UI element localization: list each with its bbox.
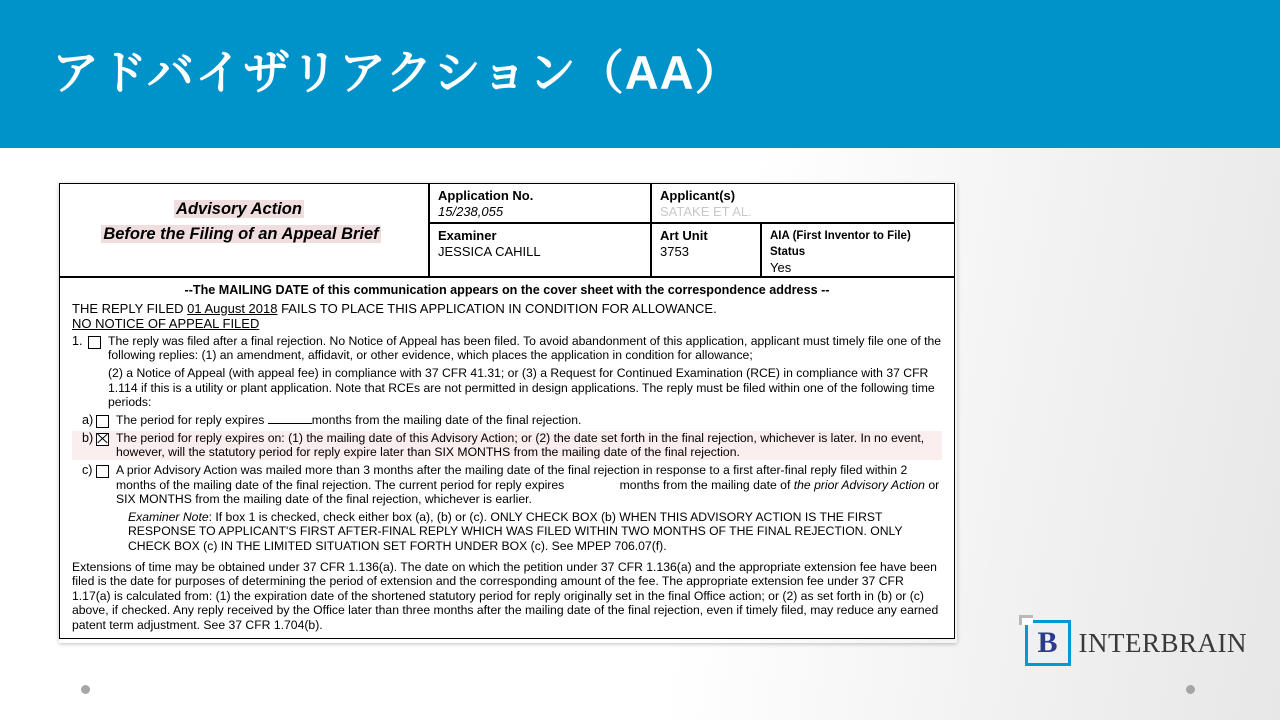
advisory-title-cell — [60, 184, 430, 276]
examiner-value: JESSICA CAHILL — [438, 244, 541, 259]
document-header-fields — [430, 184, 954, 276]
art-unit-cell — [652, 224, 762, 278]
item-1 — [72, 334, 942, 410]
mailing-date-notice: --The MAILING DATE of this communication appears on the cover sheet with the correspondence address -- — [184, 283, 830, 297]
item-1-paragraph-2: (2) a Notice of Appeal (with appeal fee) in compliance with 37 CFR 41.31; or (3) a Request for Continued Examination (RCE) in compliance with 37 CFR 1.114 if this is a utility or plant application. Note that RCEs are not permitted in design applications. The reply must be filed within one of the following time periods: — [108, 365, 935, 410]
aia-status-cell — [762, 224, 954, 278]
option-b-checkbox[interactable] — [96, 433, 109, 446]
item-1-text: The reply was filed after a final rejection. No Notice of Appeal has been filed. To avoid abandonment of this application, applicant must timely file one of the following replies: (1) an amendment, affidavit, or other evidence, which places the application in condition for allowance; — [108, 333, 942, 363]
interbrain-logo — [1025, 620, 1248, 666]
header-row-examiner — [430, 224, 954, 278]
applicant-label: Applicant(s) — [660, 188, 736, 203]
option-c-checkbox[interactable] — [96, 465, 109, 478]
option-b-letter: b) — [82, 430, 94, 445]
page-title: アドバイザリアクション（AA） — [52, 46, 743, 99]
option-a-text-after: months from the mailing date of the final rejection. — [311, 412, 582, 427]
document-header-table — [60, 184, 954, 278]
option-c-row — [72, 463, 942, 507]
logo-mark-letter: B — [1037, 626, 1058, 659]
option-b-text: The period for reply expires on: (1) the mailing date of this Advisory Action; or (2) the date set forth in the final rejection, whichever is later. In no event, however, will the statutory period for reply expire later than SIX MONTHS from the mailing date of the final rejection. — [116, 430, 925, 460]
decorative-dot-right — [1186, 685, 1195, 694]
logo-text: INTERBRAIN — [1078, 627, 1247, 658]
document-body — [60, 278, 954, 632]
aia-status-label: AIA (First Inventor to File) Status — [770, 230, 911, 258]
examiner-cell — [430, 224, 652, 278]
option-a-text — [116, 413, 942, 428]
option-b-row — [72, 431, 942, 460]
option-a-blank-field[interactable] — [268, 423, 312, 424]
extensions-of-time-paragraph: Extensions of time may be obtained under 37 CFR 1.136(a). The date on which the petition under 37 CFR 1.136(a) and the appropriate extension fee have been filed is the date for purposes of determining the period of extension and the corresponding amount of the fee. The appropriate extension fee under 37 CFR 1.17(a) is calculated from: (1) the expiration date of the shortened statutory period for reply originally set in the final Office action; or (2) as set forth in (b) or (c) above, if checked. Any reply received by the Office later than three months after the mailing date of the final rejection, even if timely filed, may reduce any earned patent term adjustment. See 37 CFR 1.704(b). — [72, 559, 939, 632]
advisory-action-title — [60, 200, 418, 219]
logo-mark-icon — [1025, 620, 1071, 666]
option-c-text-part2: months from the mailing date of — [619, 477, 791, 492]
header-row-application — [430, 184, 954, 224]
examiner-note-label: Examiner Note — [128, 509, 209, 524]
reply-prefix: THE REPLY FILED — [72, 300, 188, 316]
art-unit-value: 3753 — [660, 244, 689, 259]
applicant-value: SATAKE ET AL. — [660, 204, 752, 219]
examiner-label: Examiner — [438, 228, 497, 243]
art-unit-label: Art Unit — [660, 228, 708, 243]
application-no-cell — [430, 184, 652, 222]
examiner-note — [128, 510, 942, 554]
option-a-letter: a) — [82, 412, 94, 427]
option-a-text-before: The period for reply expires — [116, 412, 268, 427]
item-1-number: 1. — [72, 333, 83, 348]
slide-header — [0, 0, 1280, 148]
aia-status-value: Yes — [770, 260, 792, 275]
application-no-value: 15/238,055 — [438, 204, 504, 219]
option-c-letter: c) — [82, 462, 93, 477]
advisory-action-subtitle-text: Before the Filing of an Appeal Brief — [103, 225, 379, 243]
reply-date: 01 August 2018 — [187, 300, 278, 316]
advisory-action-title-text: Advisory Action — [176, 200, 302, 218]
decorative-dot-left — [81, 685, 90, 694]
item-1-checkbox[interactable] — [88, 336, 101, 349]
applicant-cell — [652, 184, 954, 222]
option-c-text-italic: the prior Advisory Action — [793, 477, 925, 492]
option-c-text-part1: A prior Advisory Action was mailed more than 3 months after the mailing date of the final rejection in response to a first after-final reply filed within 2 months of the mailing date of the final rejection. The current period for reply expires — [116, 462, 908, 492]
reply-filed-line — [72, 302, 942, 317]
advisory-action-document — [59, 183, 955, 639]
application-no-label: Application No. — [438, 188, 534, 203]
option-a-row — [72, 413, 942, 428]
reply-suffix: FAILS TO PLACE THIS APPLICATION IN CONDITION FOR ALLOWANCE. — [277, 300, 717, 316]
examiner-note-text: : If box 1 is checked, check either box (a), (b) or (c). ONLY CHECK BOX (b) WHEN THIS ADVISORY ACTION IS THE FIRST RESPONSE TO APPLICANT'S FIRST AFTER-FINAL REPLY WHICH WAS FILED WITHIN TWO MONTHS OF THE FINAL REJECTION. ONLY CHECK BOX (c) IN THE LIMITED SITUATION SET FORTH UNDER BOX (c). See MPEP 706.07(f). — [128, 509, 903, 553]
advisory-action-subtitle — [60, 225, 422, 244]
option-a-checkbox[interactable] — [96, 415, 109, 428]
no-notice-of-appeal-heading: NO NOTICE OF APPEAL FILED — [72, 316, 260, 332]
option-c-text-part3: or SIX MONTHS from the mailing date of the final rejection, whichever is earlier. — [116, 477, 940, 507]
